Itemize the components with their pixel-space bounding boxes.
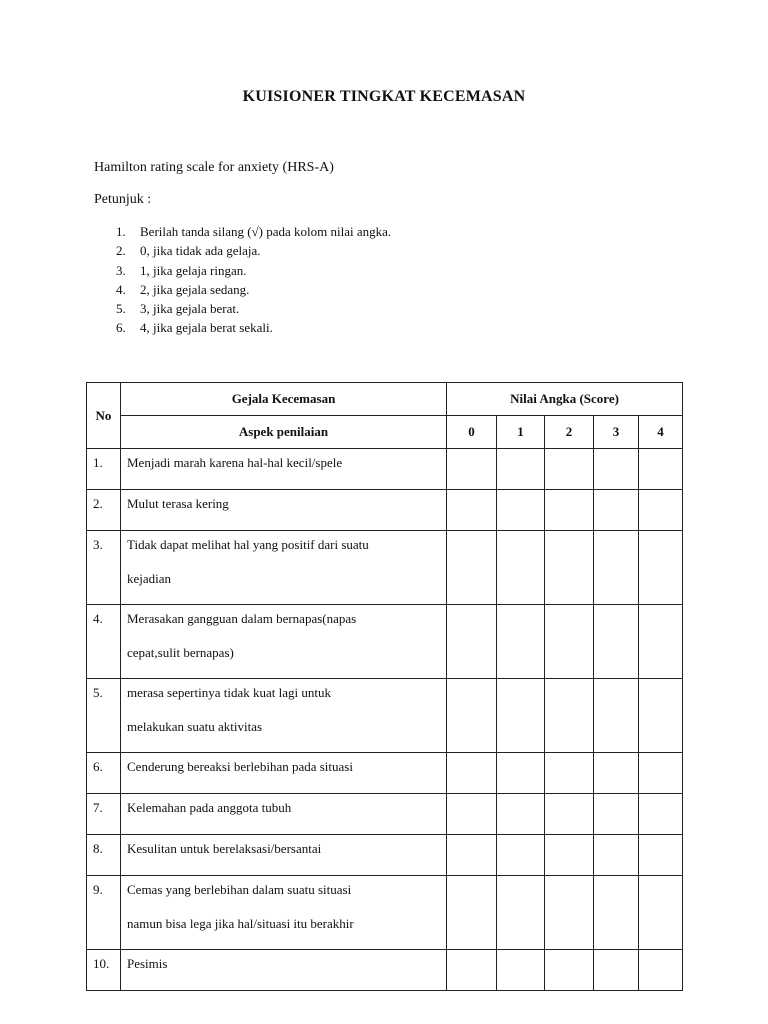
score-cell-2[interactable] (545, 531, 594, 605)
symptom-text (121, 876, 447, 950)
table-row (87, 490, 683, 531)
score-cell-1[interactable] (497, 753, 545, 794)
score-cell-4[interactable] (639, 679, 683, 753)
instruction-number: 1. (116, 224, 126, 239)
instruction-item (116, 280, 391, 299)
score-cell-4[interactable] (639, 835, 683, 876)
score-cell-2[interactable] (545, 835, 594, 876)
symptom-text (121, 679, 447, 753)
instruction-item (116, 261, 391, 280)
score-cell-4[interactable] (639, 605, 683, 679)
row-number: 8. (87, 835, 121, 876)
symptom-line: Cemas yang berlebihan dalam suatu situasi (127, 882, 352, 897)
symptom-line: merasa sepertinya tidak kuat lagi untuk (127, 685, 331, 700)
score-cell-0[interactable] (447, 794, 497, 835)
score-cell-1[interactable] (497, 950, 545, 991)
table-row (87, 835, 683, 876)
score-cell-3[interactable] (594, 679, 639, 753)
instruction-text: 3, jika gejala berat. (140, 301, 240, 317)
score-cell-0[interactable] (447, 679, 497, 753)
score-header: 1 (497, 416, 545, 449)
symptom-text (121, 835, 447, 876)
instruction-text: 0, jika tidak ada gelaja. (140, 243, 261, 259)
header-gejala: Gejala Kecemasan (121, 383, 447, 416)
symptom-line: kejadian (127, 571, 172, 586)
score-header: 0 (447, 416, 497, 449)
instruction-item (116, 222, 391, 241)
score-cell-1[interactable] (497, 531, 545, 605)
table-row (87, 876, 683, 950)
score-cell-3[interactable] (594, 876, 639, 950)
score-cell-2[interactable] (545, 794, 594, 835)
row-number: 6. (87, 753, 121, 794)
score-cell-4[interactable] (639, 794, 683, 835)
score-cell-3[interactable] (594, 605, 639, 679)
symptom-text (121, 605, 447, 679)
score-cell-1[interactable] (497, 449, 545, 490)
score-cell-2[interactable] (545, 449, 594, 490)
score-cell-0[interactable] (447, 531, 497, 605)
score-cell-1[interactable] (497, 490, 545, 531)
score-cell-1[interactable] (497, 835, 545, 876)
score-cell-2[interactable] (545, 876, 594, 950)
score-cell-3[interactable] (594, 531, 639, 605)
score-cell-3[interactable] (594, 753, 639, 794)
instruction-text: Berilah tanda silang (√) pada kolom nilai angka. (140, 224, 392, 239)
row-number: 2. (87, 490, 121, 531)
score-cell-0[interactable] (447, 950, 497, 991)
symptom-line: Merasakan gangguan dalam bernapas(napas (127, 611, 357, 626)
score-cell-0[interactable] (447, 835, 497, 876)
symptom-line: Kesulitan untuk berelaksasi/bersantai (127, 841, 322, 856)
symptom-line: Mulut terasa kering (127, 496, 229, 511)
score-cell-4[interactable] (639, 876, 683, 950)
symptom-line: Menjadi marah karena hal-hal kecil/spele (127, 455, 343, 470)
symptom-line: Tidak dapat melihat hal yang positif dari suatu (127, 537, 369, 552)
score-cell-4[interactable] (639, 531, 683, 605)
instruction-number: 6. (116, 320, 126, 336)
table-row (87, 679, 683, 753)
score-cell-1[interactable] (497, 876, 545, 950)
symptom-text (121, 449, 447, 490)
symptom-text (121, 490, 447, 531)
table-row (87, 794, 683, 835)
table-row (87, 449, 683, 490)
score-cell-4[interactable] (639, 490, 683, 531)
instruction-text: 4, jika gejala berat sekali. (140, 320, 273, 336)
score-cell-1[interactable] (497, 794, 545, 835)
symptom-line: cepat,sulit bernapas) (127, 645, 234, 660)
instruction-number: 3. (116, 262, 126, 278)
score-cell-3[interactable] (594, 449, 639, 490)
row-number: 1. (87, 449, 121, 490)
page-title: KUISIONER TINGKAT KECEMASAN (242, 88, 526, 105)
score-cell-1[interactable] (497, 605, 545, 679)
questionnaire-body (87, 449, 683, 991)
score-cell-0[interactable] (447, 490, 497, 531)
score-cell-0[interactable] (447, 605, 497, 679)
symptom-line: melakukan suatu aktivitas (127, 719, 263, 734)
score-cell-3[interactable] (594, 835, 639, 876)
symptom-line: Pesimis (127, 956, 168, 971)
row-number: 9. (87, 876, 121, 950)
row-number: 5. (87, 679, 121, 753)
score-cell-4[interactable] (639, 753, 683, 794)
score-cell-2[interactable] (545, 605, 594, 679)
score-cell-2[interactable] (545, 490, 594, 531)
symptom-text (121, 531, 447, 605)
instruction-number: 2. (116, 243, 126, 259)
row-number: 7. (87, 794, 121, 835)
scale-subtitle: Hamilton rating scale for anxiety (HRS-A) (94, 160, 334, 175)
table-row (87, 605, 683, 679)
instruction-text: 1, jika gelaja ringan. (140, 262, 247, 278)
row-number: 10. (87, 950, 121, 991)
score-cell-1[interactable] (497, 679, 545, 753)
symptom-line: Cenderung bereaksi berlebihan pada situasi (127, 759, 353, 774)
score-cell-3[interactable] (594, 490, 639, 531)
score-cell-3[interactable] (594, 950, 639, 991)
score-cell-4[interactable] (639, 449, 683, 490)
instruction-item (116, 299, 391, 318)
symptom-line: namun bisa lega jika hal/situasi itu berakhir (127, 916, 354, 931)
symptom-text (121, 794, 447, 835)
instruction-item (116, 318, 391, 337)
score-cell-2[interactable] (545, 950, 594, 991)
score-cell-2[interactable] (545, 679, 594, 753)
instruction-item (116, 241, 391, 260)
header-aspek: Aspek penilaian (121, 416, 447, 449)
score-header: 2 (545, 416, 594, 449)
score-cell-4[interactable] (639, 950, 683, 991)
symptom-text (121, 950, 447, 991)
score-header: 3 (594, 416, 639, 449)
score-cell-0[interactable] (447, 753, 497, 794)
score-cell-0[interactable] (447, 449, 497, 490)
instruction-text: 2, jika gejala sedang. (140, 281, 250, 297)
symptom-text (121, 753, 447, 794)
table-row (87, 950, 683, 991)
score-cell-2[interactable] (545, 753, 594, 794)
instruction-number: 4. (116, 281, 126, 297)
instruction-number: 5. (116, 301, 126, 317)
score-header: 4 (639, 416, 683, 449)
header-nilai: Nilai Angka (Score) (447, 383, 683, 416)
table-row (87, 531, 683, 605)
symptom-line: Kelemahan pada anggota tubuh (127, 800, 292, 815)
score-cell-0[interactable] (447, 876, 497, 950)
table-row (87, 753, 683, 794)
instructions-label: Petunjuk : (94, 192, 152, 207)
row-number: 3. (87, 531, 121, 605)
questionnaire-table (86, 382, 683, 991)
score-cell-3[interactable] (594, 794, 639, 835)
header-no: No (87, 383, 121, 449)
instructions-list (116, 222, 391, 338)
row-number: 4. (87, 605, 121, 679)
